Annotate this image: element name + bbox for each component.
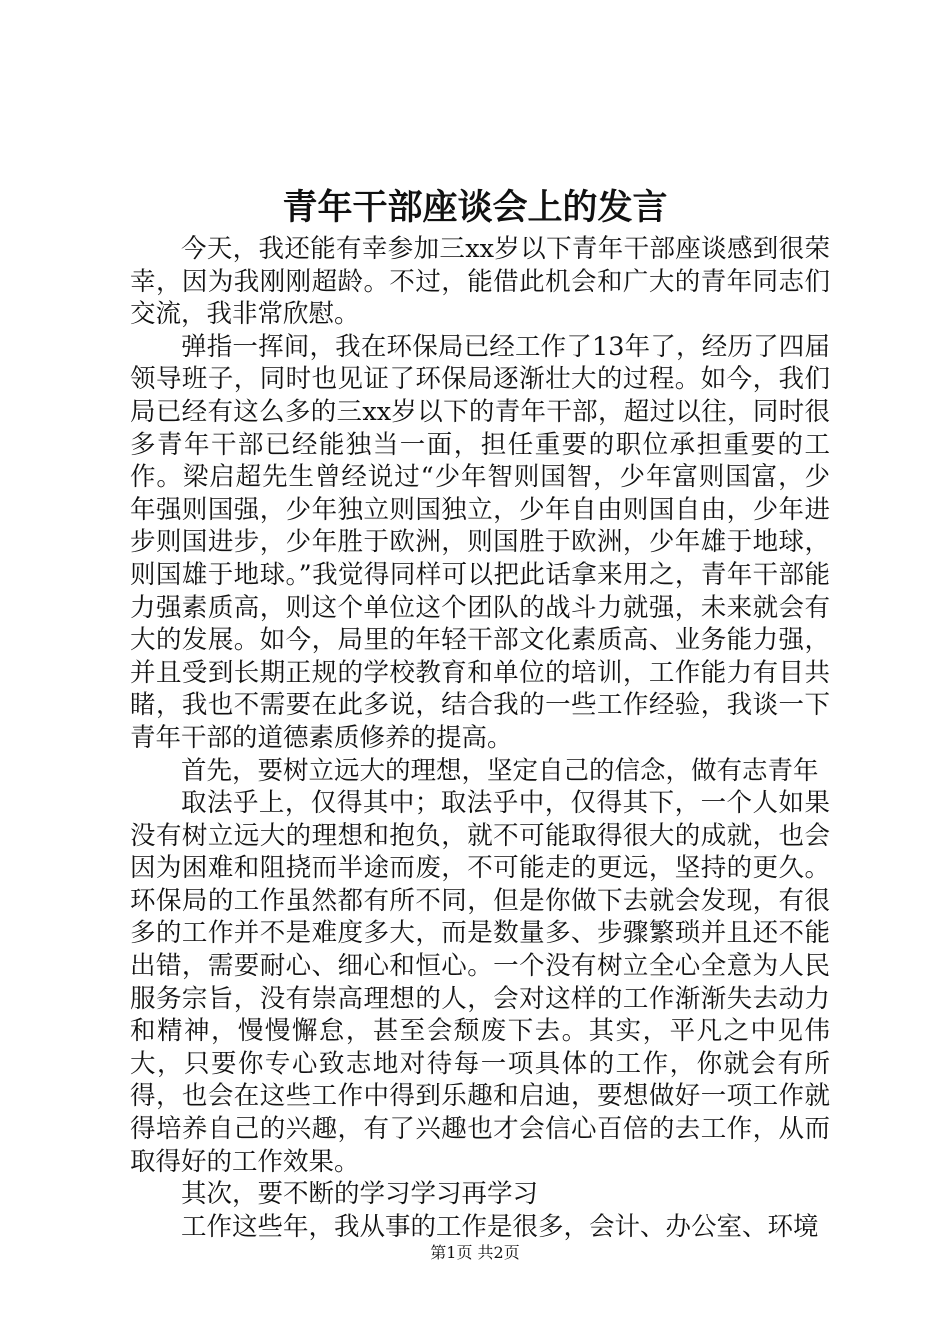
paragraph-ideals: 取法乎上，仅得其中；取法乎中，仅得其下，一个人如果没有树立远大的理想和抱负，就不可能取得很大的成就，也会因为困难和阻挠而半途而废，不可能走的更远，坚持的更久。环保局的工作虽然都有所不同，但是你做下去就会发现，有很多的工作并不是难度多大，而是数量多、步骤繁琐并且还不能出错，需要耐心、细心和恒心。一个没有树立全心全意为人民服务宗旨，没有崇高理想的人，会对这样的工作渐渐失去动力和精神，慢慢懈怠，甚至会颓废下去。其实，平凡之中见伟大，只要你专心致志地对待每一项具体的工作，你就会有所得，也会在这些工作中得到乐趣和启迪，要想做好一项工作就得培养自己的兴趣，有了兴趣也才会信心百倍的去工作，从而取得好的工作效果。	[130, 788, 830, 1177]
paragraph-experience: 弹指一挥间，我在环保局已经工作了13年了，经历了四届领导班子，同时也见证了环保局逐渐壮大的过程。如今，我们局已经有这么多的三xx岁以下的青年干部，超过以往，同时很多青年干部已经能独当一面，担任重要的职位承担重要的工作。梁启超先生曾经说过“少年智则国智，少年富则国富，少年强则国强，少年独立则国独立，少年自由则国自由，少年进步则国进步，少年胜于欧洲，则国胜于欧洲，少年雄于地球，则国雄于地球。”我觉得同样可以把此话拿来用之，青年干部能力强素质高，则这个单位这个团队的战斗力就强，未来就会有大的发展。如今，局里的年轻干部文化素质高、业务能力强，并且受到长期正规的学校教育和单位的培训，工作能力有目共睹，我也不需要在此多说，结合我的一些工作经验，我谈一下青年干部的道德素质修养的提高。	[130, 331, 830, 753]
heading-learning: 其次，要不断的学习学习再学习	[181, 1179, 539, 1210]
document-body	[130, 233, 830, 1243]
paragraph-learning: 工作这些年，我从事的工作是很多，会计、办公室、环境	[181, 1211, 819, 1242]
page-number: 第1页 共2页	[430, 1243, 520, 1262]
paragraph-intro: 今天，我还能有幸参加三xx岁以下青年干部座谈感到很荣幸，因为我刚刚超龄。不过，能借此机会和广大的青年同志们交流，我非常欣慰。	[130, 234, 830, 330]
document-title: 青年干部座谈会上的发言	[282, 187, 668, 228]
heading-ideals: 首先，要树立远大的理想，坚定自己的信念，做有志青年	[181, 755, 819, 786]
